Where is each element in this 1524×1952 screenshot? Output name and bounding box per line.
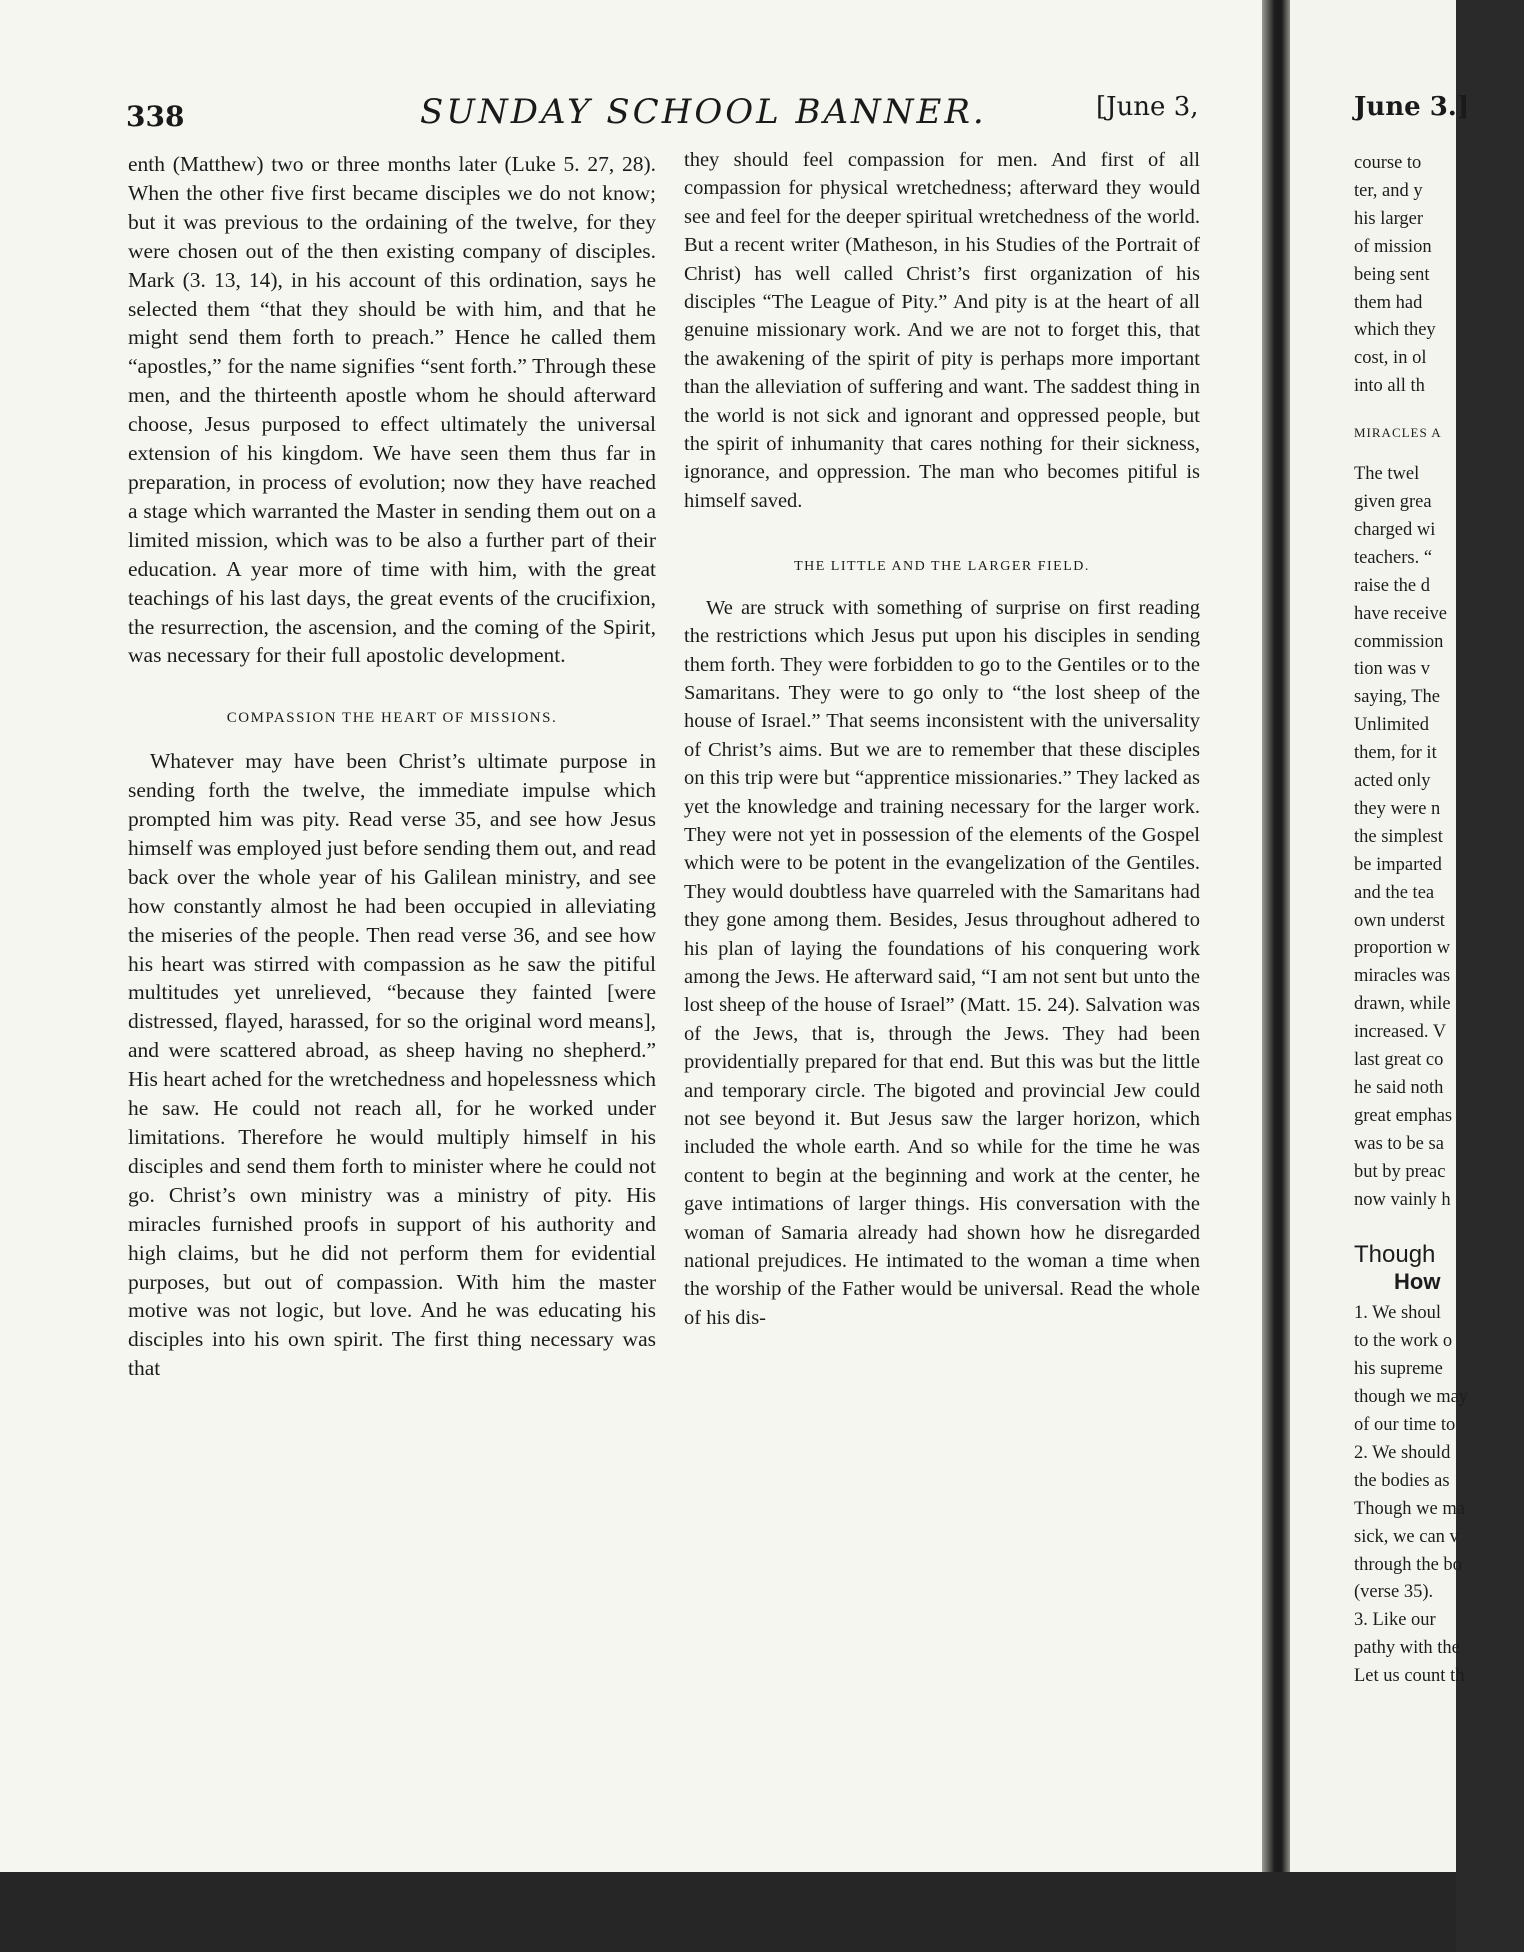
right-text-line: and the tea xyxy=(1354,882,1435,903)
right-text-line: they were n xyxy=(1354,798,1441,819)
right-text-line: through the bo xyxy=(1354,1554,1462,1575)
paragraph: Whatever may have been Christ’s ultimate purpose in sending forth the twelve, the immediate impulse which prompted him was pity. Read verse 35, and see how Jesus himself was employed just before sending them out, and read back over the whole year of his Galilean ministry, and see how constantly almost he had been occupied in alleviating the miseries of the people. Then read verse 36, and see how his heart was stirred with compassion as he saw the pitiful multitudes yet unrelieved, “because they fainted [were distressed, flayed, harassed, for so the original word means], and were scattered abroad, as sheep having no shepherd.” His heart ached for the wretchedness and hopelessness which he saw. He could not reach all, for he worked under limitations. Therefore he would multiply himself in his disciples and send them forth to minister where he could not go. Christ’s own ministry was a ministry of pity. His miracles furnished proofs in support of his authority and high claims, but he did not perform them for evidential purposes, but out of compassion. With him the master motive was not logic, but love. And he was educating his disciples into his own spirit. The first thing necessary was that xyxy=(128,749,656,1381)
section-heading: THE LITTLE AND THE LARGER FIELD. xyxy=(794,559,1090,575)
right-text-line: pathy with the xyxy=(1354,1638,1460,1659)
middle-column xyxy=(684,146,1200,1332)
right-text-line: 1. We shoul xyxy=(1354,1303,1442,1324)
right-text-line: commission xyxy=(1354,631,1444,652)
right-text-line: own underst xyxy=(1354,910,1445,931)
right-text-line: increased. V xyxy=(1354,1022,1447,1043)
right-text-line: of our time to xyxy=(1354,1414,1456,1435)
right-text-line: into all th xyxy=(1354,376,1425,397)
right-lines-c xyxy=(1354,1300,1524,1691)
right-text-line: given grea xyxy=(1354,491,1432,512)
right-text-line: being sent xyxy=(1354,264,1430,285)
right-text-line: 2. We should xyxy=(1354,1442,1451,1463)
running-title: SUNDAY SCHOOL BANNER. xyxy=(420,92,987,132)
right-text-line: Let us count th xyxy=(1354,1666,1465,1687)
right-big-subheading: How xyxy=(1394,1269,1441,1295)
right-text-line: the bodies as xyxy=(1354,1470,1450,1491)
right-lines-a xyxy=(1354,150,1524,401)
right-text-line: but by preac xyxy=(1354,1161,1446,1182)
right-text-line: charged wi xyxy=(1354,519,1436,540)
right-text-line: his larger xyxy=(1354,208,1424,229)
right-text-line: 3. Like our xyxy=(1354,1610,1436,1631)
right-text-line: miracles was xyxy=(1354,966,1451,987)
right-text-line: now vainly h xyxy=(1354,1189,1451,1210)
right-section-heading: MIRACLES A xyxy=(1354,425,1442,441)
right-text-line: great emphas xyxy=(1354,1105,1453,1126)
right-text-line: Unlimited xyxy=(1354,715,1430,736)
right-text-line: saying, The xyxy=(1354,687,1440,708)
right-text-line: tion was v xyxy=(1354,659,1431,680)
right-text-line: have receive xyxy=(1354,603,1447,624)
page-number: 338 xyxy=(126,100,185,133)
right-text-line: them had xyxy=(1354,292,1423,313)
right-lines-b xyxy=(1354,461,1524,1214)
right-text-line: raise the d xyxy=(1354,575,1431,596)
right-page-header: June 3.] xyxy=(1354,92,1470,122)
right-text-line: The twel xyxy=(1354,464,1420,485)
right-text-line: was to be sa xyxy=(1354,1133,1444,1154)
scan-bottom-edge xyxy=(0,1872,1456,1952)
right-text-line: cost, in ol xyxy=(1354,348,1427,369)
right-text-line: ter, and y xyxy=(1354,180,1423,201)
right-text-line: last great co xyxy=(1354,1050,1444,1071)
right-text-line: though we may xyxy=(1354,1387,1469,1408)
right-page-column xyxy=(1354,150,1524,1691)
right-text-line: course to xyxy=(1354,153,1422,173)
right-text-line: sick, we can v xyxy=(1354,1526,1459,1547)
header-date: [June 3, xyxy=(1096,92,1199,122)
right-text-line: his supreme xyxy=(1354,1359,1443,1380)
right-text-line: he said noth xyxy=(1354,1078,1444,1098)
right-text-line: (verse 35). xyxy=(1354,1582,1434,1603)
right-text-line: the simplest xyxy=(1354,826,1443,847)
paragraph: We are struck with something of surprise on first reading the restrictions which Jesus put upon his disciples in sending them forth. They were forbidden to go to the Gentiles or to the Samaritans. They were to go only to “the lost sheep of the house of Israel.” That seems inconsistent with the universality of Christ’s aims. But we are to remember that these disciples on this trip were but “apprentice missionaries.” They lacked as yet the knowledge and training necessary for the larger work. They were not yet in possession of the elements of the Gospel which were to be potent in the evangelization of the Gentiles. They would doubtless have quarreled with the Samaritans had they gone among them. Besides, Jesus throughout adhered to his plan of laying the foundations of his conquering work among the Jews. He afterward said, “I am not sent but unto the lost sheep of the house of Israel” (Matt. 15. 24). Salvation was of the Jews, that is, through the Jews. They had been providentially prepared for that end. But this was but the little and temporary circle. The bigoted and provincial Jew could not see beyond it. But Jesus saw the larger horizon, which included the whole earth. And so while for the time he was content to begin at the beginning and work at the center, he gave intimations of larger things. His conversation with the woman of Samaria already had shown how he disregarded national prejudices. He intimated to the woman a time when the worship of the Father would be universal. Read the whole of his dis- xyxy=(684,596,1200,1329)
paragraph: they should feel compassion for men. And first of all compassion for physical wretchedness; afterward they would see and feel for the deeper spiritual wretchedness of the world. But a recent writer (Matheson, in his Studies of the Portrait of Christ) has well called Christ’s first organization of his disciples “The League of Pity.” And pity is at the heart of all genuine missionary work. And we are not to forget this, that the awakening of the spirit of pity is perhaps more important than the alleviation of suffering and want. The saddest thing in the world is not sick and ignorant and oppressed people, but the spirit of inhumanity that cares nothing for their sickness, ignorance, and oppression. The man who becomes pitiful is himself saved. xyxy=(684,149,1200,512)
right-text-line: to the work o xyxy=(1354,1331,1453,1352)
right-text-line: which they xyxy=(1354,320,1436,341)
paragraph: enth (Matthew) two or three months later (Luke 5. 27, 28). When the other five first became disciples we do not know; but it was previous to the ordaining of the twelve, for they were chosen out of the then existing company of disciples. Mark (3. 13, 14), in his account of this ordination, says he selected them “that they should be with him, and that he might send them forth to preach.” Hence he called them “apostles,” for the name signifies “sent forth.” Through these men, and the thirteenth apostle whom he should afterward choose, Jesus purposed to effect ultimately the universal extension of his kingdom. We have seen them thus far in preparation, in process of evolution; now they have reached a stage which warranted the Master in sending them out on a limited mission, which was to be also a further part of their education. A year more of time with him, with the great teachings of his last days, the great events of the crucifixion, the resurrection, the ascension, and the coming of the Spirit, was necessary for their full apostolic development. xyxy=(128,152,656,668)
right-text-line: teachers. “ xyxy=(1354,547,1433,568)
right-text-line: proportion w xyxy=(1354,938,1451,959)
right-text-line: Though we ma xyxy=(1354,1498,1465,1519)
left-column xyxy=(128,150,656,1383)
right-text-line: them, for it xyxy=(1354,743,1437,764)
right-text-line: be imparted xyxy=(1354,854,1442,875)
section-heading: COMPASSION THE HEART OF MISSIONS. xyxy=(226,710,558,727)
right-text-line: drawn, while xyxy=(1354,994,1451,1015)
right-text-line: acted only xyxy=(1354,771,1431,792)
right-big-heading: Though xyxy=(1354,1240,1436,1268)
book-gutter xyxy=(1262,0,1290,1872)
right-text-line: of mission xyxy=(1354,236,1432,257)
